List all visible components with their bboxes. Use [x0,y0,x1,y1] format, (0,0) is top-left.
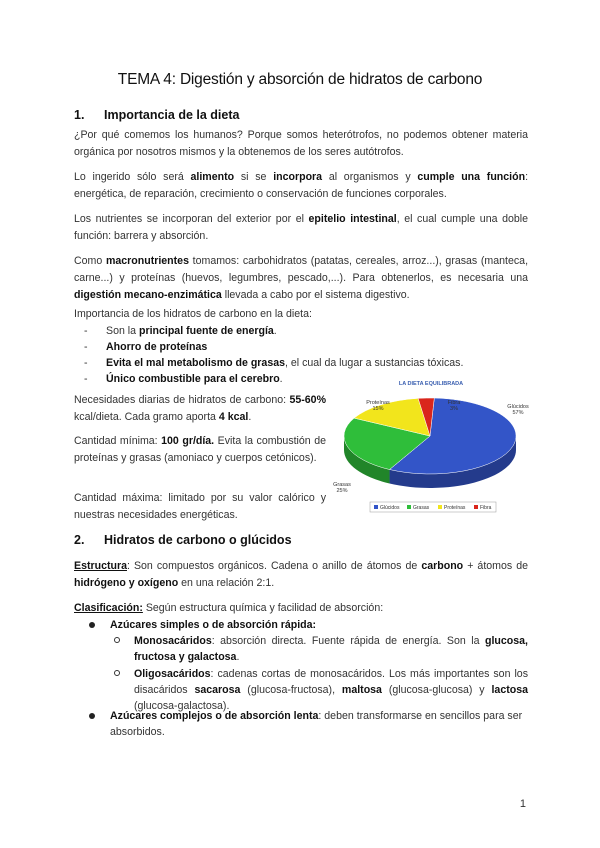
list-item-oligosaccharides: Oligosacáridos: cadenas cortas de monosacáridos. Los más importantes son los disacáridos sacarosa (glucosa-fructosa), maltosa (glucosa-glucosa) y lactosa (glucosa-galactosa). [74,666,528,714]
bullet-circle-icon [114,637,120,643]
legend-swatch-proteínas [438,505,442,509]
paragraph-macronutrients: Como macronutrientes tomamos: carbohidratos (patatas, cereales, arroz...), grasas (manteca, carne...) y proteínas (huevos, legumbres, pescado,...). Para obtenerlos, es necesaria una digestión mecano-enzimática llevada a cabo por el sistema digestivo. [74,255,529,301]
simple-sugars-sublist [74,633,528,714]
paragraph-intestinal-epithelium: Los nutrientes se incorporan del exterior por el epitelio intestinal, el cual cumple una doble función: barrera y absorción. [74,213,528,242]
balanced-diet-pie-chart [332,374,530,514]
bullet-icon [89,713,95,719]
pie-label-proteínas: Proteínas 15% [366,400,390,412]
list-item-monosaccharides: Monosacáridos: absorción directa. Fuente rápida de energía. Son la glucosa, fructosa y galactosa. [74,633,528,665]
section-2-number: 2. [74,533,85,547]
section-2-heading [74,533,292,547]
legend-swatch-grasas [407,505,411,509]
paragraph-food-definition: Lo ingerido sólo será alimento si se incorpora al organismos y cumple una función: energética, de reparación, crecimiento o conservación de funciones corporales. [74,171,529,200]
pie-label-glúcidos: Glúcidos 57% [507,404,529,416]
paragraph-maximum-amount: Cantidad máxima: limitado por su valor calórico y nuestras necesidades energéticas. [74,492,326,521]
paragraph-classification: Clasificación: Según estructura química y facilidad de absorción: [74,602,384,614]
legend-label-fibra: Fibra [480,505,492,511]
page-number: 1 [519,798,526,810]
pie-label-grasas: Grasas 25% [333,482,351,494]
list-item-simple-sugars: Azúcares simples o de absorción rápida: [74,617,528,633]
legend-swatch-fibra [474,505,478,509]
legend-swatch-glúcidos [374,505,378,509]
classification-list [74,617,528,633]
chart-title: LA DIETA EQUILIBRADA [398,381,464,387]
paragraph-daily-needs: Necesidades diarias de hidratos de carbono: 55-60% kcal/dieta. Cada gramo aporta 4 kcal. [74,394,326,423]
legend-label-grasas: Grasas [413,505,430,511]
section-2-title: Hidratos de carbono o glúcidos [104,533,292,547]
pie-label-fibra: Fibra 3% [447,400,461,412]
list-item: - Evita el mal metabolismo de grasas, el cual da lugar a sustancias tóxicas. [80,355,520,371]
legend-label-glúcidos: Glúcidos [380,505,400,511]
bullet-circle-icon [114,670,120,676]
list-item: - Único combustible para el cerebro. [80,371,520,387]
list-item: - Son la principal fuente de energía. [80,323,520,339]
list-item: - Ahorro de proteínas [80,339,520,355]
pie-slices [344,398,516,488]
list-item-complex-sugars: Azúcares complejos o de absorción lenta: deben transformarse en sencillos para ser absorbidos. [74,708,528,740]
bullet-icon [89,622,95,628]
section-1-title: Importancia de la dieta [104,108,240,122]
classification-list-complex [74,708,528,740]
paragraph-structure: Estructura: Son compuestos orgánicos. Cadena o anillo de átomos de carbono + átomos de hidrógeno y oxígeno en una relación 2:1. [74,560,529,589]
legend-label-proteínas: Proteínas [444,505,466,511]
paragraph-why-we-eat: ¿Por qué comemos los humanos? Porque somos heterótrofos, no podemos obtener materia orgánica por nosotros mismos y la obtenemos de los seres autótrofos. [74,129,528,158]
chart-legend [370,502,496,512]
section-1-heading [74,108,239,122]
paragraph-minimum-amount: Cantidad mínima: 100 gr/día. Evita la combustión de proteínas y grasas (amoniaco y cuerpos cetónicos). [74,435,327,464]
document-title: TEMA 4: Digestión y absorción de hidratos de carbono [117,71,483,88]
importance-intro: Importancia de los hidratos de carbono en la dieta: [74,308,312,320]
section-1-number: 1. [74,108,85,122]
